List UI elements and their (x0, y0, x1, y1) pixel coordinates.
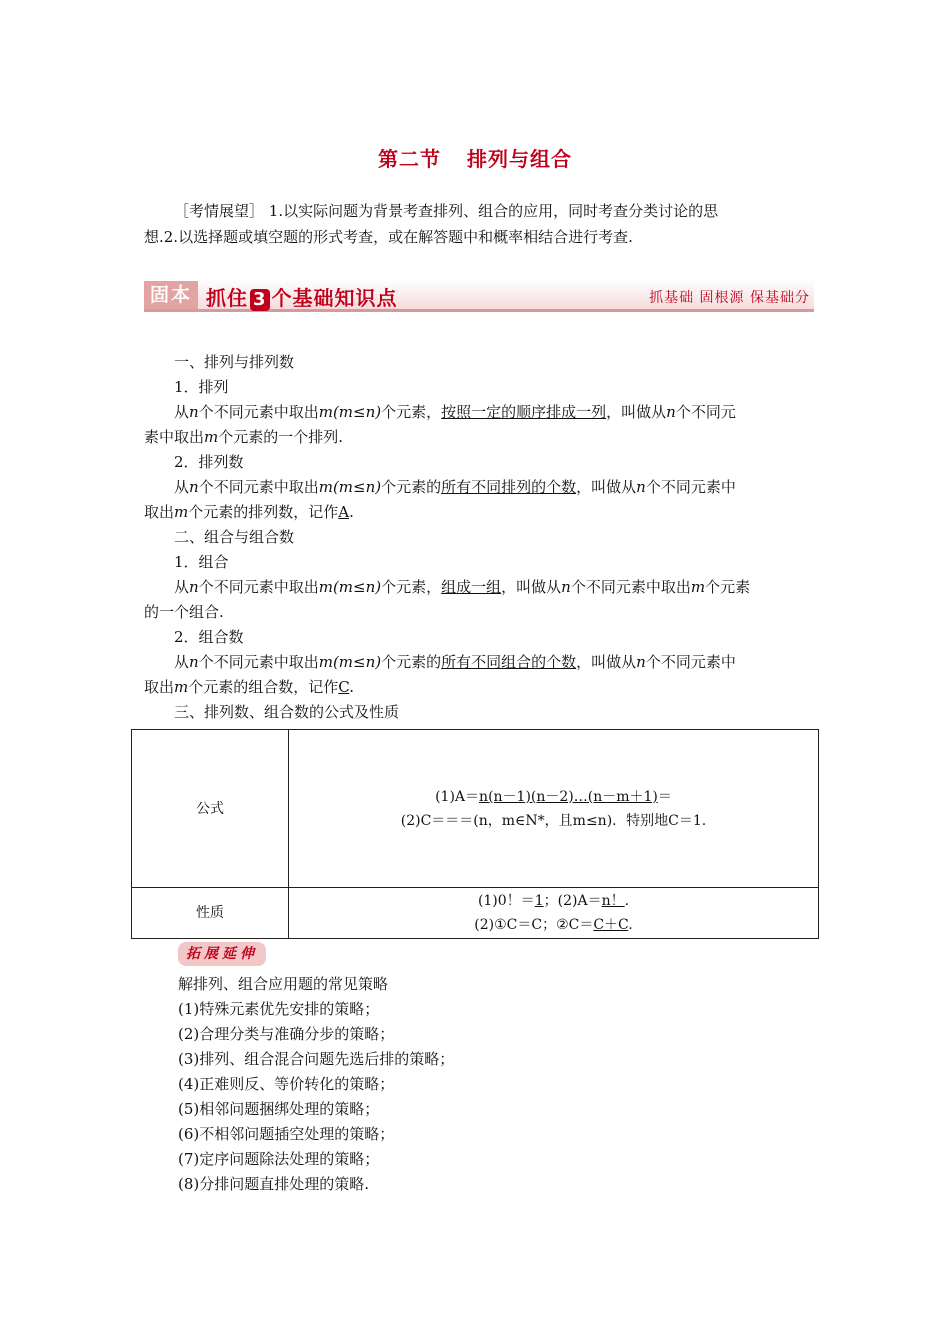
section-banner (144, 279, 814, 313)
list-item: (7)定序问题除法处理的策略； (178, 1150, 380, 1168)
text: 个不同元素中取出 (198, 653, 319, 671)
row-label-formula: 公式 (132, 730, 289, 888)
subheading-combination: 1．组合 (174, 553, 229, 571)
combination-def-line2: 的一个组合. (144, 603, 224, 621)
var-m: m (204, 428, 219, 446)
symbol-A: A (338, 503, 350, 521)
text: 个元素 (705, 578, 751, 596)
text: . (624, 893, 630, 909)
text: 个元素， (381, 578, 442, 596)
condition: (m≤n) (332, 653, 382, 671)
list-item: (1)特殊元素优先安排的策略； (178, 1000, 380, 1018)
strategy-list (178, 972, 818, 1197)
property-line1 (290, 889, 817, 913)
underlined-value: n！ (601, 893, 625, 909)
permutation-number-line1 (144, 475, 814, 500)
list-item: (8)分排问题直排处理的策略. (178, 1175, 370, 1193)
text: (1)0！＝ (477, 893, 535, 909)
text: ；(2)A＝ (543, 893, 602, 909)
text: 从 (174, 653, 190, 671)
outlook-line2: 想.2.以选择题或填空题的形式考查，或在解答题中和概率相结合进行考查. (144, 228, 633, 246)
var-m: m (690, 578, 706, 596)
var-n: n (189, 478, 199, 496)
var-n: n (189, 653, 199, 671)
combination-def-line1 (144, 575, 814, 600)
property-cell (289, 888, 819, 939)
underlined-key-term: 所有不同组合的个数 (441, 653, 577, 671)
text: ，叫做从 (501, 578, 562, 596)
subheading-permutation: 1．排列 (174, 378, 229, 396)
row-label-property: 性质 (132, 888, 289, 939)
combination-number-line1 (144, 650, 814, 675)
text: ，叫做从 (576, 653, 637, 671)
text: ＝ (657, 788, 672, 805)
strategy-heading: 解排列、组合应用题的常见策略 (178, 975, 389, 993)
title-section: 第二节 (378, 147, 441, 171)
text: 从 (174, 578, 190, 596)
permutation-def-line2 (144, 425, 814, 450)
outlook-line1: 1.以实际问题为背景考查排列、组合的应用，同时考查分类讨论的思 (264, 202, 719, 220)
heading-permutation: 一、排列与排列数 (174, 353, 295, 371)
text: 素中取出 (144, 428, 205, 446)
var-n: n (189, 403, 199, 421)
text: 个元素的 (381, 478, 442, 496)
var-n: n (636, 478, 646, 496)
text: (2)①C＝C；②C＝ (474, 917, 594, 933)
text: 个不同元素中取出 (570, 578, 691, 596)
list-item: (4)正难则反、等价转化的策略； (178, 1075, 395, 1093)
var-m: m (174, 503, 189, 521)
banner-tagline: 抓基础 固根源 保基础分 (649, 290, 810, 306)
var-m: m (318, 653, 333, 671)
table-row (132, 888, 819, 939)
condition: (m≤n) (332, 403, 382, 421)
table-row (132, 730, 819, 888)
var-m: m (318, 578, 333, 596)
exam-outlook (144, 198, 814, 250)
formula-line1 (290, 785, 817, 809)
text: 个元素的 (381, 653, 442, 671)
heading-formulas: 三、排列数、组合数的公式及性质 (174, 703, 400, 721)
page-title (0, 143, 950, 172)
text: 个元素， (381, 403, 442, 421)
underlined-key-term: 组成一组 (441, 578, 502, 596)
list-item: (6)不相邻问题插空处理的策略； (178, 1125, 395, 1143)
formula-table (131, 729, 819, 939)
text: 个不同元 (675, 403, 736, 421)
var-m: m (174, 678, 189, 696)
text: 取出 (144, 503, 175, 521)
var-n: n (189, 578, 199, 596)
heading-combination: 二、组合与组合数 (174, 528, 295, 546)
condition: (m≤n) (332, 578, 382, 596)
text: 个不同元素中取出 (198, 578, 319, 596)
property-line2 (290, 913, 817, 937)
outlook-label: ［考情展望］ (174, 202, 265, 220)
var-m: m (318, 478, 333, 496)
text: 个不同元素中 (645, 653, 736, 671)
text: 个不同元素中取出 (198, 478, 319, 496)
underlined-value: C＋C (593, 917, 629, 933)
underlined-formula: n(n－1)(n－2)…(n－m＋1) (479, 788, 658, 805)
var-n: n (561, 578, 571, 596)
text: 个不同元素中 (645, 478, 736, 496)
underlined-value: 1 (534, 893, 544, 909)
combination-number-line2: 取出m个元素的组合数，记作C. (144, 678, 354, 696)
text: 从 (174, 403, 190, 421)
underlined-key-term: 按照一定的顺序排成一列 (441, 403, 607, 421)
text: (1)A＝ (435, 788, 480, 805)
var-n: n (636, 653, 646, 671)
var-m: m (318, 403, 333, 421)
text: ，叫做从 (576, 478, 637, 496)
subheading-permutation-number: 2．排列数 (174, 453, 244, 471)
formula-cell (289, 730, 819, 888)
condition: (m≤n) (332, 478, 382, 496)
formula-line2: (2)C＝＝＝(n，m∈N*，且m≤n)．特别地C＝1. (400, 812, 707, 829)
symbol-C: C (338, 678, 350, 696)
banner-heading-pre: 抓住 (206, 286, 248, 310)
knowledge-points (144, 350, 814, 725)
banner-badge: 固本 (144, 281, 198, 309)
list-item: (2)合理分类与准确分步的策略； (178, 1025, 395, 1043)
underlined-key-term: 所有不同排列的个数 (441, 478, 577, 496)
extension-tag: 拓展延伸 (178, 942, 266, 966)
var-n: n (666, 403, 676, 421)
text: 取出 (144, 678, 175, 696)
permutation-number-line2: 取出m个元素的排列数，记作A. (144, 503, 354, 521)
banner-heading (206, 282, 398, 311)
text: 从 (174, 478, 190, 496)
text: 个元素的组合数，记作 (188, 678, 339, 696)
permutation-def-line1 (144, 400, 814, 425)
banner-heading-post: 个基础知识点 (271, 286, 398, 310)
banner-heading-number: 3 (250, 289, 270, 311)
title-topic: 排列与组合 (467, 147, 572, 171)
list-item: (5)相邻问题捆绑处理的策略； (178, 1100, 380, 1118)
text: . (628, 917, 633, 933)
text: ，叫做从 (606, 403, 667, 421)
text: 个元素的一个排列. (218, 428, 344, 446)
subheading-combination-number: 2．组合数 (174, 628, 244, 646)
list-item: (3)排列、组合混合问题先选后排的策略； (178, 1050, 455, 1068)
text: 个元素的排列数，记作 (188, 503, 339, 521)
text: 个不同元素中取出 (198, 403, 319, 421)
